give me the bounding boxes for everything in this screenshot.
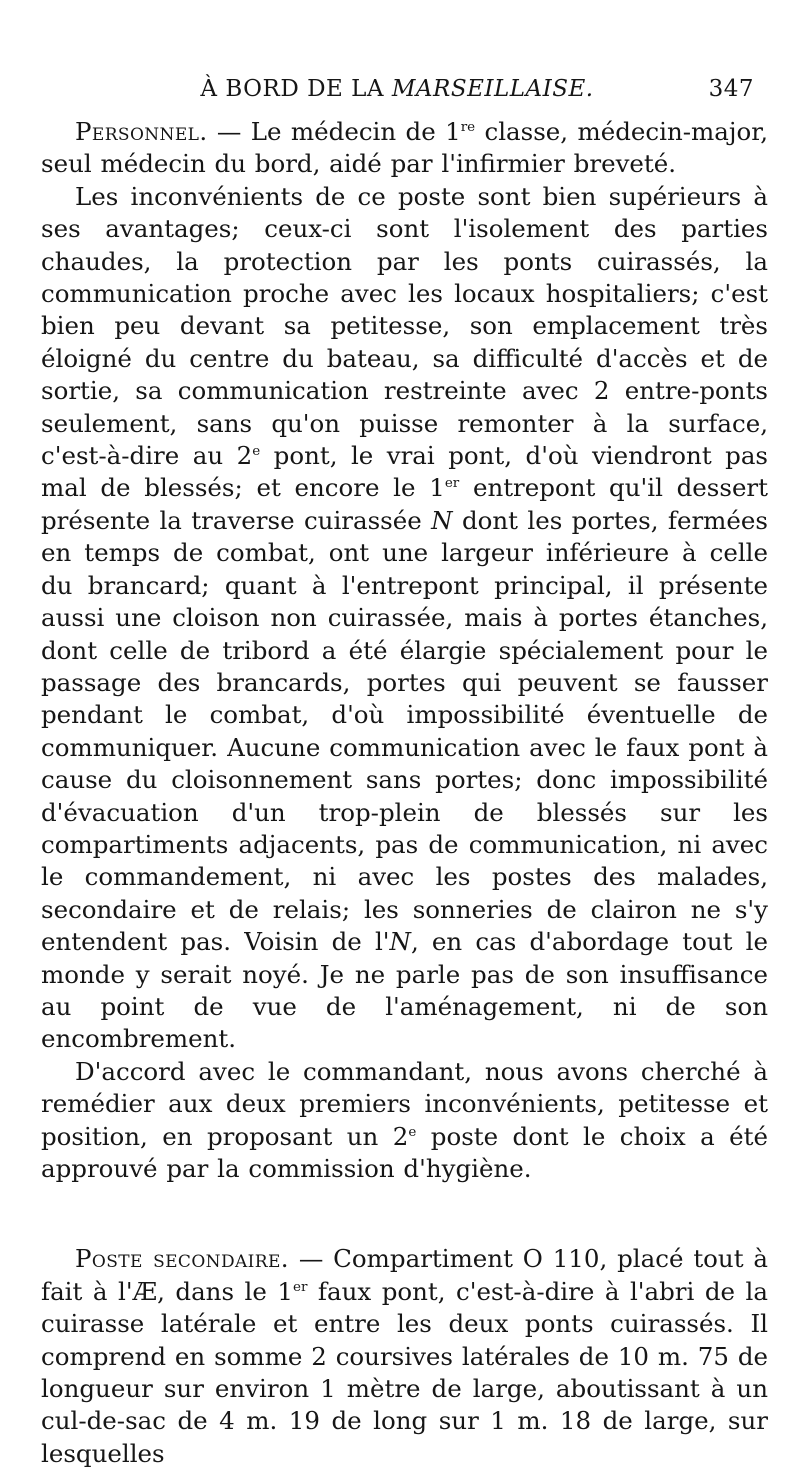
- superscript: e: [252, 442, 261, 459]
- running-head: [40, 76, 754, 110]
- section-symbol: 𝑁: [431, 505, 453, 535]
- paragraph-poste-secondaire: [41, 1243, 768, 1470]
- paragraph-accord: [41, 1056, 768, 1186]
- section-lead-poste-secondaire: Poste secondaire.: [75, 1244, 289, 1274]
- running-title: [40, 76, 754, 102]
- page-number: 347: [708, 76, 754, 102]
- section-symbol: Æ: [132, 1276, 158, 1306]
- section-symbol: 𝑁: [389, 927, 411, 957]
- text-run: — Le médecin de 1: [207, 117, 461, 146]
- body-text: [41, 116, 768, 1470]
- text-run: — Compartiment O 110, placé tout à fait à l': [41, 1244, 768, 1306]
- text-run: faux pont, c'est-à-dire à l'abri de la cuirasse latérale et entre les deux ponts cuirassés. Il comprend en somme 2 coursives latérales de 10 m. 75 de longueur sur environ 1 mètre de large, aboutissant à un cul-de-sac de 4 m. 19 de long sur 1 m. 18 de large, sur lesquelles: [41, 1276, 769, 1468]
- text-run: D'accord avec le commandant, nous avons cherché à remédier aux deux premiers inconvénients, petitesse et position, en proposant un 2: [41, 1056, 768, 1151]
- text-run: dont les portes, fermées en temps de combat, ont une largeur inférieure à celle du brancard; quant à l'entrepont principal, il présente aussi une cloison non cuirassée, mais à portes étanches, dont celle de tribord a été élargie spécialement pour le passage des brancards, portes qui peuvent se fausser pendant le combat, d'où impossibilité éventuelle de communiquer. Aucune communication avec le faux pont à cause du cloisonnement sans portes; donc impossibilité d'évacuation d'un trop-plein de blessés sur les compartiments adjacents, pas de communication, ni avec le commandement, ni avec les postes des malades, secondaire et de relais; les sonneries de clairon ne s'y entendent pas. Voisin de l': [41, 505, 768, 957]
- section-lead-personnel: Personnel.: [75, 117, 208, 146]
- paragraph-inconvenients: [41, 181, 768, 1056]
- running-title-text: À BORD DE LA: [200, 76, 392, 102]
- superscript: re: [460, 118, 476, 135]
- text-run: entrepont qu'il dessert présente la traverse cuirassée: [41, 473, 768, 535]
- superscript: e: [408, 1123, 417, 1140]
- text-run: poste dont le choix a été approuvé par la commission d'hygiène.: [41, 1121, 768, 1183]
- paragraph-personnel: [41, 116, 768, 181]
- running-title-ship-name: MARSEILLAISE.: [391, 76, 594, 102]
- text-run: pont, le vrai pont, d'où viendront pas mal de blessés; et encore le 1: [41, 441, 768, 503]
- text-run: Les inconvénients de ce poste sont bien supérieurs à ses avantages; ceux-ci sont l'isolement des parties chaudes, la protection par les ponts cuirassés, la communication proche avec les locaux hospitaliers; c'est bien peu devant sa petitesse, son emplacement très éloigné du centre du bateau, sa difficulté d'accès et de sortie, sa communication restreinte avec 2 entre-ponts seulement, sans qu'on puisse remonter à la surface, c'est-à-dire au 2: [41, 181, 768, 471]
- text-run: , dans le 1: [157, 1276, 293, 1306]
- text-run: , en cas d'abordage tout le monde y serait noyé. Je ne parle pas de son insuffisance au point de vue de l'aménagement, ni de son encombrement.: [41, 927, 768, 1054]
- superscript: er: [444, 475, 460, 492]
- superscript: er: [292, 1278, 308, 1295]
- text-run: classe, médecin-major, seul médecin du bord, aidé par l'infirmier breveté.: [41, 117, 768, 179]
